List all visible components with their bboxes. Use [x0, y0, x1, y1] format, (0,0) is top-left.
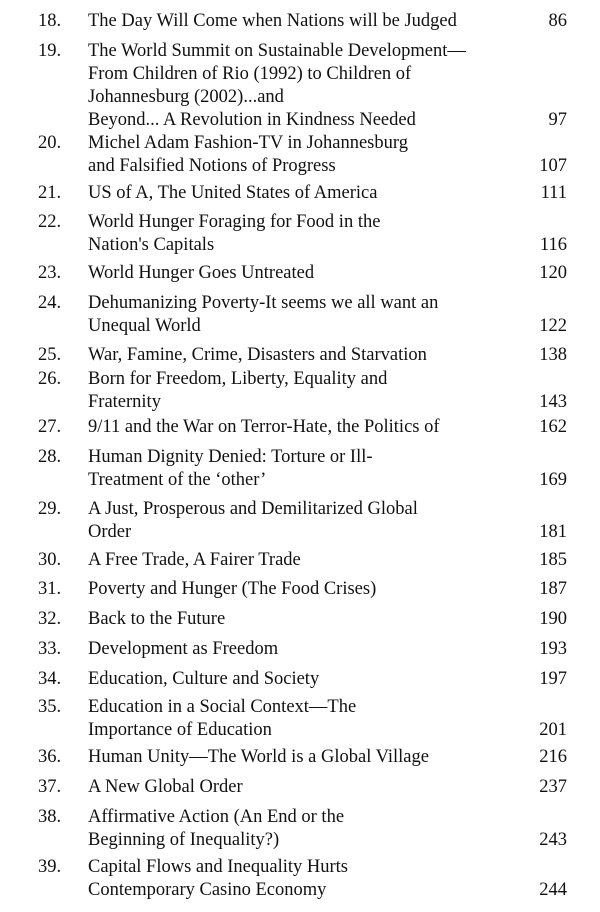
toc-entry: [0, 638, 600, 661]
toc-entry-number: 33.: [38, 639, 62, 659]
toc-entry-title: [88, 182, 543, 205]
toc-entry-page-number: 244: [539, 880, 567, 900]
toc-entry-number: 38.: [38, 807, 62, 827]
toc-entry-page-number: 169: [539, 470, 567, 490]
toc-entry-title: [88, 638, 543, 661]
toc-entry-number: 32.: [38, 609, 62, 629]
toc-entry-title-line: Development as Freedom: [88, 639, 279, 659]
toc-entry-page-number: 122: [539, 316, 567, 336]
toc-entry-title: [88, 292, 543, 338]
toc-entry-page-number: 86: [548, 11, 567, 31]
toc-entry-page-number: 193: [539, 639, 567, 659]
toc-entry-title-line: Unequal World: [88, 316, 201, 336]
toc-entry: [0, 446, 600, 492]
toc-entry: [0, 262, 600, 285]
toc-entry-number: 29.: [38, 499, 62, 519]
toc-entry-title: [88, 416, 543, 439]
toc-entry-number: 37.: [38, 777, 62, 797]
toc-entry-title-line: Order: [88, 522, 132, 542]
toc-entry-number: 25.: [38, 345, 62, 365]
toc-entry-number: 36.: [38, 747, 62, 767]
toc-entry-title-line: Fraternity: [88, 392, 161, 412]
toc-entry-title-line: Born for Freedom, Liberty, Equality and: [88, 369, 388, 389]
toc-entry: [0, 10, 600, 33]
toc-entry-title: [88, 40, 543, 132]
toc-entry-page-number: 201: [539, 720, 567, 740]
toc-entry: [0, 368, 600, 414]
toc-entry: [0, 578, 600, 601]
toc-entry-title: [88, 262, 543, 285]
toc-entry: [0, 696, 600, 742]
toc-entry-number: 27.: [38, 417, 62, 437]
toc-entry-title-line: A New Global Order: [88, 777, 243, 797]
toc-entry: [0, 549, 600, 572]
toc-entry-title-line: World Hunger Foraging for Food in the: [88, 212, 381, 232]
toc-entry-title-line: Importance of Education: [88, 720, 272, 740]
toc-entry-title-line: Poverty and Hunger (The Food Crises): [88, 579, 377, 599]
toc-entry-title-line: Contemporary Casino Economy: [88, 880, 327, 900]
toc-entry-number: 26.: [38, 369, 62, 389]
toc-entry-title: [88, 746, 543, 769]
toc-entry-title-line: Education in a Social Context—The: [88, 697, 357, 717]
toc-entry-page-number: 243: [539, 830, 567, 850]
toc-entry-title: [88, 211, 543, 257]
toc-entry-number: 39.: [38, 857, 62, 877]
toc-entry: [0, 344, 600, 367]
toc-entry-page-number: 116: [539, 235, 567, 255]
toc-entry-page-number: 216: [539, 747, 567, 767]
toc-entry-title-line: The Day Will Come when Nations will be Judged: [88, 11, 457, 31]
toc-entry: [0, 40, 600, 132]
toc-entry-title-line: Human Dignity Denied: Torture or Ill-: [88, 447, 373, 467]
toc-entry-title: [88, 696, 543, 742]
toc-entry-page-number: 143: [539, 392, 567, 412]
toc-entry-title-line: Capital Flows and Inequality Hurts: [88, 857, 348, 877]
toc-entry-title-line: Affirmative Action (An End or the: [88, 807, 345, 827]
toc-entry-number: 22.: [38, 212, 62, 232]
toc-entry: [0, 416, 600, 439]
toc-entry-title-line: Beyond... A Revolution in Kindness Needed: [88, 110, 416, 130]
toc-entry: [0, 746, 600, 769]
toc-entry-number: 35.: [38, 697, 62, 717]
toc-entry-number: 28.: [38, 447, 62, 467]
toc-entry-title: [88, 806, 543, 852]
toc-entry: [0, 132, 600, 178]
toc-entry-title: [88, 446, 543, 492]
toc-entry: [0, 776, 600, 799]
toc-entry-title: [88, 10, 543, 33]
toc-entry: [0, 292, 600, 338]
toc-entry-title-line: From Children of Rio (1992) to Children of: [88, 64, 412, 84]
toc-entry-title-line: 9/11 and the War on Terror-Hate, the Politics of: [88, 417, 440, 437]
toc-entry: [0, 668, 600, 691]
toc-entry-title: [88, 368, 543, 414]
toc-entry-number: 23.: [38, 263, 62, 283]
toc-entry-title-line: Michel Adam Fashion-TV in Johannesburg: [88, 133, 408, 153]
toc-entry-title-line: Dehumanizing Poverty-It seems we all want an: [88, 293, 439, 313]
toc-entry-number: 31.: [38, 579, 62, 599]
toc-entry-title-line: War, Famine, Crime, Disasters and Starvation: [88, 345, 427, 365]
toc-entry-number: 19.: [38, 41, 62, 61]
toc-entry-title-line: A Free Trade, A Fairer Trade: [88, 550, 301, 570]
toc-entry-title: [88, 856, 543, 902]
toc-entry-title-line: Nation's Capitals: [88, 235, 215, 255]
toc-entry-title-line: Treatment of the ‘other’: [88, 470, 267, 490]
toc-entry-page-number: 120: [539, 263, 567, 283]
toc-entry-page-number: 138: [539, 345, 567, 365]
toc-entry-number: 20.: [38, 133, 62, 153]
toc-entry: [0, 211, 600, 257]
toc-entry: [0, 806, 600, 852]
toc-entry-title: [88, 668, 543, 691]
toc-entry-page-number: 190: [539, 609, 567, 629]
toc-entry: [0, 856, 600, 902]
toc-entry-number: 34.: [38, 669, 62, 689]
toc-entry-title-line: Beginning of Inequality?): [88, 830, 280, 850]
toc-entry-title: [88, 578, 543, 601]
toc-entry-page-number: 237: [539, 777, 567, 797]
toc-entry-page-number: 107: [539, 156, 567, 176]
toc-entry-title-line: Johannesburg (2002)...and: [88, 87, 284, 107]
toc-entry-page-number: 197: [539, 669, 567, 689]
toc-entry-title: [88, 344, 543, 367]
toc-entry-title-line: Human Unity—The World is a Global Village: [88, 747, 429, 767]
toc-entry-page-number: 162: [539, 417, 567, 437]
toc-entry-title-line: Back to the Future: [88, 609, 226, 629]
toc-entry-title: [88, 498, 543, 544]
toc-entry-title-line: Education, Culture and Society: [88, 669, 320, 689]
toc-entry-title-line: and Falsified Notions of Progress: [88, 156, 336, 176]
toc-entry-number: 24.: [38, 293, 62, 313]
toc-entry: [0, 608, 600, 631]
toc-entry-title-line: World Hunger Goes Untreated: [88, 263, 315, 283]
toc-entry-page-number: 187: [539, 579, 567, 599]
toc-entry-title: [88, 608, 543, 631]
toc-entry-page-number: 111: [540, 183, 567, 203]
toc-entry: [0, 182, 600, 205]
toc-entry-page-number: 185: [539, 550, 567, 570]
toc-entry-page-number: 97: [548, 110, 567, 130]
toc-entry-number: 18.: [38, 11, 62, 31]
toc-entry-title: [88, 549, 543, 572]
toc-entry-number: 30.: [38, 550, 62, 570]
toc-entry-title-line: A Just, Prosperous and Demilitarized Global: [88, 499, 418, 519]
toc-entry-title: [88, 132, 543, 178]
toc-entry-number: 21.: [38, 183, 62, 203]
toc-entry: [0, 498, 600, 544]
toc-entry-title-line: The World Summit on Sustainable Development—: [88, 41, 466, 61]
toc-entry-title: [88, 776, 543, 799]
toc-entry-title-line: US of A, The United States of America: [88, 183, 378, 203]
toc-entry-page-number: 181: [539, 522, 567, 542]
